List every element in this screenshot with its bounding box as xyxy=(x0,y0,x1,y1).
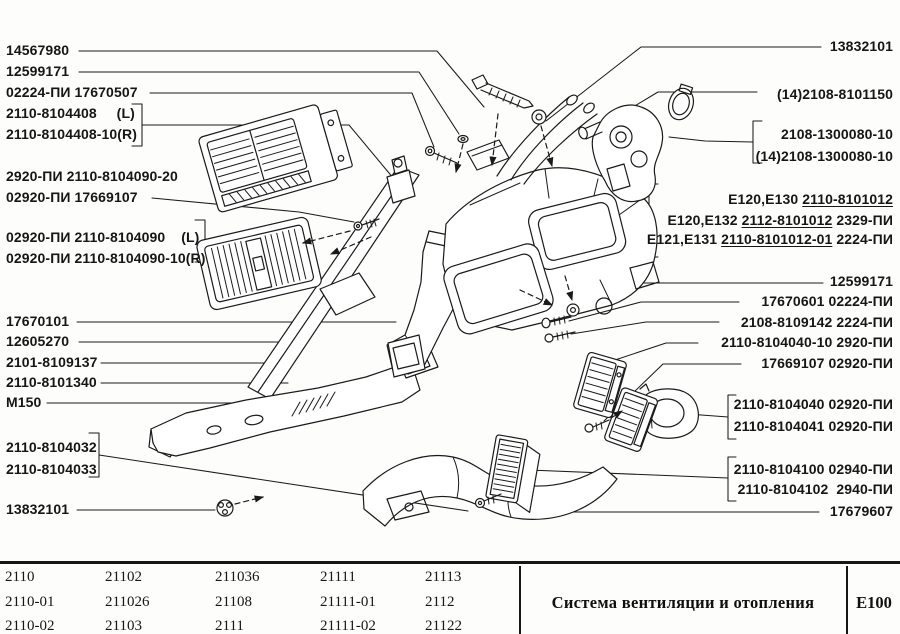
part-label: 2110-8104033 xyxy=(6,461,97,477)
part-label: 17670601 02224-ПИ xyxy=(761,293,893,309)
push-fastener-drawing xyxy=(217,497,263,516)
model-cell: 21111-02 xyxy=(320,618,376,634)
part-label: 12599171 xyxy=(6,63,70,79)
label-part: Е121,Е131 xyxy=(646,231,722,247)
part-label: 02224-ПИ 17670507 xyxy=(6,84,138,100)
label-part: Е120,Е130 xyxy=(728,191,803,207)
model-cell: 211036 xyxy=(215,569,260,585)
model-cell: 21102 xyxy=(105,569,142,585)
part-label: 12599171 xyxy=(829,273,893,289)
part-label: 13832101 xyxy=(829,38,893,54)
model-cell: 21108 xyxy=(215,594,252,610)
model-cell: 21122 xyxy=(425,618,462,634)
part-label: 2110-8104102 2940-ПИ xyxy=(737,481,893,497)
model-cell: 2110 xyxy=(5,569,35,585)
part-label: (14)2108-8101150 xyxy=(776,86,893,102)
model-cell: 2111 xyxy=(215,618,244,634)
part-label: 2110-8104408 (L) xyxy=(6,105,135,121)
model-cell: 21111 xyxy=(320,569,356,585)
part-label: 02920-ПИ 17669107 xyxy=(6,189,138,205)
part-label: 2110-8104100 02940-ПИ xyxy=(733,461,893,477)
part-label: 17679607 xyxy=(829,503,893,519)
part-label: 17670101 xyxy=(6,313,70,329)
model-cell: 2112 xyxy=(425,594,455,610)
upper-vent-grille-drawing xyxy=(198,99,355,213)
part-label: 2101-8109137 xyxy=(6,354,98,370)
part-label: 02920-ПИ 2110-8104090 (L) xyxy=(6,229,200,245)
label-part-number: 2112-8101012 xyxy=(741,212,833,228)
model-cell: 211026 xyxy=(105,594,150,610)
part-label: 2110-8104041 02920-ПИ xyxy=(733,418,893,434)
part-label: 14567980 xyxy=(6,42,70,58)
part-label: 2108-1300080-10 xyxy=(780,126,893,142)
hose-clamp-drawing xyxy=(665,82,699,123)
label-part-number: 2110-8101012 xyxy=(802,191,893,207)
part-label: 2920-ПИ 2110-8104090-20 xyxy=(6,168,178,184)
part-label: 2110-8101340 xyxy=(6,374,97,390)
part-label: 13832101 xyxy=(6,501,70,517)
part-label: 2110-8104032 xyxy=(6,439,97,455)
part-label xyxy=(728,191,893,208)
part-label: 2110-8104040 02920-ПИ xyxy=(733,396,893,412)
model-cell: 21103 xyxy=(105,618,142,634)
part-label: (14)2108-1300080-10 xyxy=(755,148,893,164)
part-label: 17669107 02920-ПИ xyxy=(761,355,893,371)
part-label: М150 xyxy=(6,394,42,410)
section-code: Е100 xyxy=(856,593,892,612)
model-cell: 2110-02 xyxy=(5,618,55,634)
part-label: 02920-ПИ 2110-8104090-10(R) xyxy=(6,250,206,266)
part-label: 2110-8104040-10 2920-ПИ xyxy=(721,334,893,350)
label-part: 2329-ПИ xyxy=(832,212,893,228)
model-cell: 21111-01 xyxy=(320,594,376,610)
model-cell: 21113 xyxy=(425,569,462,585)
part-label xyxy=(667,212,893,229)
label-part-number: 2110-8101012-01 xyxy=(721,231,833,247)
label-part: Е120,Е132 xyxy=(667,212,742,228)
section-title: Система вентиляции и отопления xyxy=(551,593,815,612)
part-label: 2108-8109142 2224-ПИ xyxy=(740,314,893,330)
part-label: 2110-8104408-10(R) xyxy=(6,126,138,142)
table-top-border xyxy=(0,561,900,564)
model-cell: 2110-01 xyxy=(5,594,55,610)
label-part: 2224-ПИ xyxy=(832,231,893,247)
part-label: 12605270 xyxy=(6,333,70,349)
part-label xyxy=(647,231,893,248)
